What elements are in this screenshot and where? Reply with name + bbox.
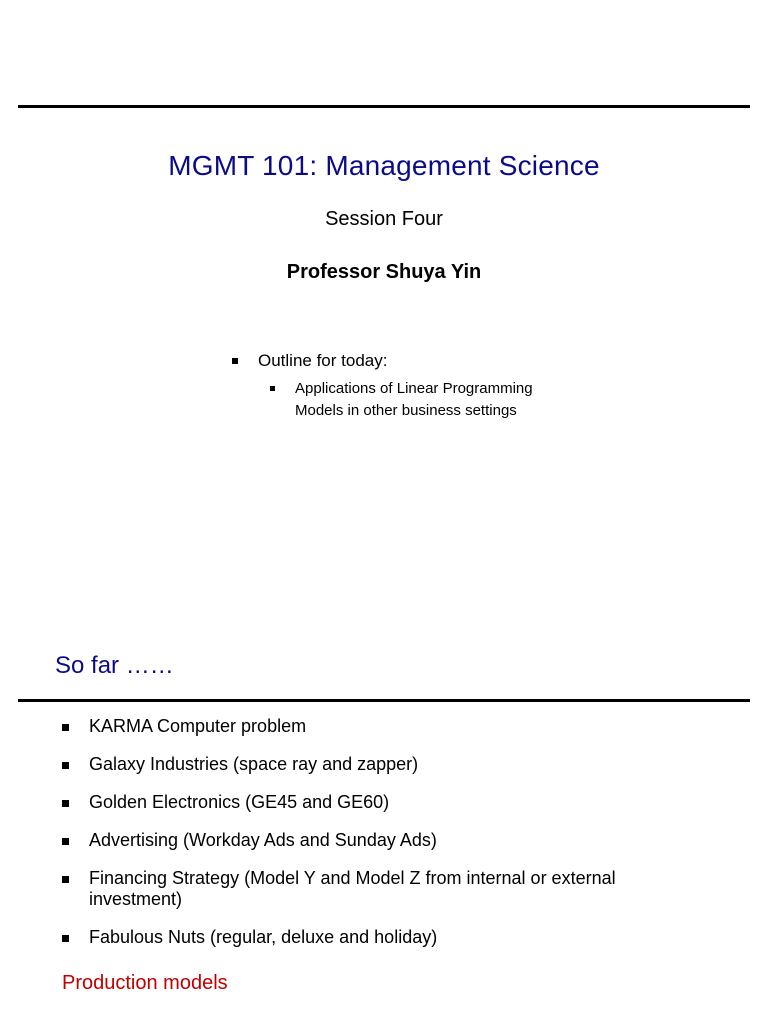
outline-subitem-text: Applications of Linear Programming Models in other business settings xyxy=(295,380,533,419)
square-bullet-icon xyxy=(62,762,69,769)
list-item-text: Galaxy Industries (space ray and zapper) xyxy=(89,754,419,774)
square-bullet-icon xyxy=(62,724,69,731)
section-title: So far …… xyxy=(55,652,174,679)
outline-subitem xyxy=(270,378,552,422)
outline-heading: Outline for today: xyxy=(258,351,388,370)
outline-heading-row xyxy=(232,350,552,372)
list-item xyxy=(62,792,702,813)
square-bullet-icon xyxy=(62,800,69,807)
list-item xyxy=(62,754,702,775)
section-divider xyxy=(18,699,750,702)
list-item-text: Financing Strategy (Model Y and Model Z from internal or external investment) xyxy=(89,868,616,909)
list-item-text: KARMA Computer problem xyxy=(89,716,307,736)
session-label: Session Four xyxy=(325,208,443,230)
square-bullet-icon xyxy=(270,386,275,391)
list-item xyxy=(62,830,702,851)
list-item-text: Golden Electronics (GE45 and GE60) xyxy=(89,792,390,812)
model-list xyxy=(62,716,702,965)
square-bullet-icon xyxy=(62,876,69,883)
square-bullet-icon xyxy=(232,358,238,364)
production-models-label: Production models xyxy=(62,972,228,994)
list-item xyxy=(62,868,702,910)
list-item xyxy=(62,927,702,948)
list-item xyxy=(62,716,702,737)
slide-title: MGMT 101: Management Science xyxy=(168,150,600,181)
outline-block xyxy=(232,350,552,422)
professor-name: Professor Shuya Yin xyxy=(286,261,482,283)
top-divider xyxy=(18,105,750,108)
list-item-text: Advertising (Workday Ads and Sunday Ads) xyxy=(89,830,437,850)
square-bullet-icon xyxy=(62,838,69,845)
square-bullet-icon xyxy=(62,935,69,942)
list-item-text: Fabulous Nuts (regular, deluxe and holiday) xyxy=(89,927,438,947)
